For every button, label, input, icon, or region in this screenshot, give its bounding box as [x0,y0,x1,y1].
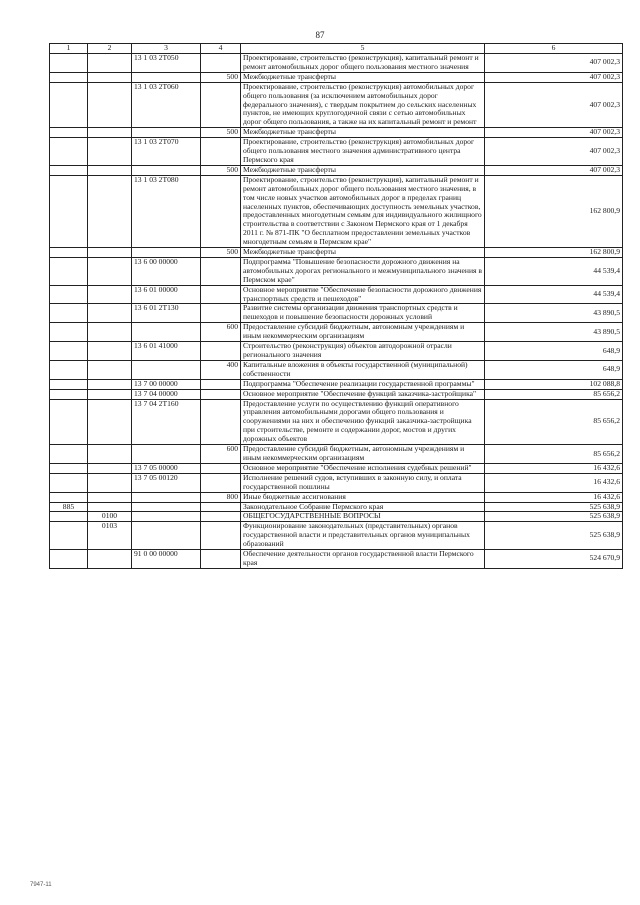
section-code-cell [88,165,132,175]
section-code-cell [88,492,132,502]
amount-cell: 407 002,3 [485,54,623,73]
amount-cell: 85 656,2 [485,445,623,464]
table-row [50,304,623,323]
expense-type-cell: 500 [201,248,241,258]
administrator-code-cell [50,248,88,258]
expense-type-cell [201,304,241,323]
expense-type-cell [201,175,241,247]
section-code-cell [88,360,132,379]
description-cell: Функционирование законодательных (представительных) органов государственной власти и представительных органов муниципальных образований [241,522,485,550]
expense-type-cell [201,138,241,166]
section-code-cell [88,128,132,138]
table-row [50,165,623,175]
administrator-code-cell [50,463,88,473]
table-row [50,522,623,550]
target-article-cell [132,360,201,379]
section-code-cell [88,82,132,128]
table-header-row [50,44,623,54]
administrator-code-cell [50,360,88,379]
amount-cell: 162 800,9 [485,175,623,247]
table-row [50,82,623,128]
administrator-code-cell [50,72,88,82]
expense-type-cell [201,512,241,522]
expense-type-cell: 400 [201,360,241,379]
amount-cell: 648,9 [485,360,623,379]
amount-cell: 16 432,6 [485,463,623,473]
target-article-cell: 13 6 00 00000 [132,257,201,285]
description-cell: Предоставление услуги по осуществлению функций оперативного управления автомобильными дорогами общего пользования и сооружениями на них и обеспечению функций заказчика-застройщика при строительстве, ремонте и содержании дорог, мостов и других дорожных объектов [241,399,485,445]
amount-cell: 407 002,3 [485,82,623,128]
section-code-cell [88,257,132,285]
section-code-cell [88,304,132,323]
expense-type-cell [201,550,241,569]
section-code-cell [88,445,132,464]
description-cell: Проектирование, строительство (реконструкция) автомобильных дорог общего пользования местного значения административного центра Пермского края [241,138,485,166]
target-article-cell [132,72,201,82]
table-row [50,379,623,389]
table-row [50,473,623,492]
table-row [50,257,623,285]
header-col-1: 1 [50,44,88,54]
expense-type-cell [201,473,241,492]
table-row [50,492,623,502]
administrator-code-cell [50,473,88,492]
target-article-cell: 13 1 03 2Т080 [132,175,201,247]
table-row [50,360,623,379]
description-cell: ОБЩЕГОСУДАРСТВЕННЫЕ ВОПРОСЫ [241,512,485,522]
description-cell: Предоставление субсидий бюджетным, автономным учреждениям и иным некоммерческим организациям [241,323,485,342]
administrator-code-cell [50,445,88,464]
amount-cell: 407 002,3 [485,165,623,175]
target-article-cell [132,502,201,512]
table-row [50,54,623,73]
table-row [50,342,623,361]
target-article-cell: 13 1 03 2Т060 [132,82,201,128]
section-code-cell [88,389,132,399]
table-row [50,128,623,138]
expense-type-cell [201,257,241,285]
administrator-code-cell [50,389,88,399]
description-cell: Обеспечение деятельности органов государственной власти Пермского края [241,550,485,569]
administrator-code-cell [50,285,88,304]
header-col-5: 5 [241,44,485,54]
amount-cell: 43 890,5 [485,323,623,342]
expense-type-cell [201,522,241,550]
amount-cell: 85 656,2 [485,399,623,445]
section-code-cell [88,463,132,473]
amount-cell: 44 539,4 [485,257,623,285]
target-article-cell: 13 7 05 00000 [132,463,201,473]
target-article-cell: 13 6 01 2Т130 [132,304,201,323]
target-article-cell [132,248,201,258]
description-cell: Развитие системы организации движения транспортных средств и пешеходов и повышение безопасности дорожных условий [241,304,485,323]
expense-type-cell [201,82,241,128]
administrator-code-cell [50,128,88,138]
section-code-cell [88,399,132,445]
expense-type-cell [201,379,241,389]
amount-cell: 407 002,3 [485,128,623,138]
description-cell: Предоставление субсидий бюджетным, автономным учреждениям и иным некоммерческим организациям [241,445,485,464]
administrator-code-cell [50,342,88,361]
expense-type-cell [201,342,241,361]
expense-type-cell [201,463,241,473]
description-cell: Проектирование, строительство (реконструкция), капитальный ремонт и ремонт автомобильных дорог общего пользования местного значения [241,54,485,73]
section-code-cell [88,550,132,569]
administrator-code-cell [50,54,88,73]
target-article-cell [132,128,201,138]
table-row [50,463,623,473]
target-article-cell: 13 7 04 2Т160 [132,399,201,445]
amount-cell: 102 088,8 [485,379,623,389]
table-row [50,550,623,569]
table-row [50,445,623,464]
administrator-code-cell [50,82,88,128]
document-footnote: 7947-11 [30,882,52,888]
amount-cell: 525 638,9 [485,512,623,522]
section-code-cell: 0103 [88,522,132,550]
administrator-code-cell [50,399,88,445]
section-code-cell [88,72,132,82]
administrator-code-cell [50,522,88,550]
administrator-code-cell [50,138,88,166]
section-code-cell [88,175,132,247]
description-cell: Иные бюджетные ассигнования [241,492,485,502]
administrator-code-cell: 885 [50,502,88,512]
target-article-cell [132,323,201,342]
table-row [50,502,623,512]
description-cell: Межбюджетные трансферты [241,165,485,175]
description-cell: Основное мероприятие "Обеспечение безопасности дорожного движения транспортных средств и пешеходов" [241,285,485,304]
target-article-cell [132,445,201,464]
target-article-cell: 13 1 03 2Т050 [132,54,201,73]
section-code-cell: 0100 [88,512,132,522]
target-article-cell: 13 6 01 41000 [132,342,201,361]
amount-cell: 524 670,9 [485,550,623,569]
administrator-code-cell [50,257,88,285]
expense-type-cell: 600 [201,323,241,342]
expense-type-cell [201,502,241,512]
description-cell: Межбюджетные трансферты [241,72,485,82]
administrator-code-cell [50,304,88,323]
description-cell: Основное мероприятие "Обеспечение функций заказчика-застройщика" [241,389,485,399]
target-article-cell: 13 7 00 00000 [132,379,201,389]
amount-cell: 43 890,5 [485,304,623,323]
description-cell: Капитальные вложения в объекты государственной (муниципальной) собственности [241,360,485,379]
target-article-cell: 13 6 01 00000 [132,285,201,304]
section-code-cell [88,138,132,166]
table-row [50,138,623,166]
expense-type-cell [201,399,241,445]
header-col-6: 6 [485,44,623,54]
expense-type-cell: 500 [201,128,241,138]
page-number: 87 [315,30,325,40]
description-cell: Проектирование, строительство (реконструкция) автомобильных дорог общего пользования (за исключением автомобильных дорог федерального значения), с твердым покрытием до сельских населенных пунктов, не имеющих круглогодичной связи с сетью автомобильных дорог общего пользования, а также на их капитальный ремонт и ремонт [241,82,485,128]
administrator-code-cell [50,175,88,247]
section-code-cell [88,285,132,304]
expense-type-cell: 600 [201,445,241,464]
description-cell: Межбюджетные трансферты [241,248,485,258]
description-cell: Строительство (реконструкция) объектов автодорожной отрасли регионального значения [241,342,485,361]
expense-type-cell: 500 [201,72,241,82]
description-cell: Межбюджетные трансферты [241,128,485,138]
administrator-code-cell [50,512,88,522]
amount-cell: 16 432,6 [485,492,623,502]
administrator-code-cell [50,323,88,342]
amount-cell: 525 638,9 [485,502,623,512]
amount-cell: 407 002,3 [485,72,623,82]
header-col-3: 3 [132,44,201,54]
description-cell: Подпрограмма "Обеспечение реализации государственной программы" [241,379,485,389]
section-code-cell [88,502,132,512]
section-code-cell [88,473,132,492]
amount-cell: 407 002,3 [485,138,623,166]
target-article-cell [132,165,201,175]
description-cell: Основное мероприятие "Обеспечение исполнения судебных решений" [241,463,485,473]
amount-cell: 44 539,4 [485,285,623,304]
expense-type-cell: 800 [201,492,241,502]
description-cell: Законодательное Собрание Пермского края [241,502,485,512]
administrator-code-cell [50,492,88,502]
table-row [50,323,623,342]
target-article-cell: 13 7 05 00120 [132,473,201,492]
amount-cell: 162 800,9 [485,248,623,258]
section-code-cell [88,342,132,361]
administrator-code-cell [50,550,88,569]
amount-cell: 85 656,2 [485,389,623,399]
header-col-4: 4 [201,44,241,54]
target-article-cell: 13 1 03 2Т070 [132,138,201,166]
amount-cell: 16 432,6 [485,473,623,492]
table-row [50,72,623,82]
table-row [50,512,623,522]
table-row [50,399,623,445]
target-article-cell [132,492,201,502]
description-cell: Исполнение решений судов, вступивших в законную силу, и оплата государственной пошлины [241,473,485,492]
expense-type-cell: 500 [201,165,241,175]
target-article-cell [132,512,201,522]
target-article-cell [132,522,201,550]
header-col-2: 2 [88,44,132,54]
amount-cell: 648,9 [485,342,623,361]
administrator-code-cell [50,379,88,389]
table-row [50,248,623,258]
budget-table [49,43,623,569]
target-article-cell: 13 7 04 00000 [132,389,201,399]
expense-type-cell [201,285,241,304]
description-cell: Подпрограмма "Повышение безопасности дорожного движения на автомобильных дорогах регионального и межмуниципального значения в Пермском крае" [241,257,485,285]
table-row [50,175,623,247]
table-row [50,389,623,399]
section-code-cell [88,54,132,73]
expense-type-cell [201,389,241,399]
amount-cell: 525 638,9 [485,522,623,550]
section-code-cell [88,379,132,389]
section-code-cell [88,248,132,258]
table-row [50,285,623,304]
section-code-cell [88,323,132,342]
target-article-cell: 91 0 00 00000 [132,550,201,569]
administrator-code-cell [50,165,88,175]
expense-type-cell [201,54,241,73]
description-cell: Проектирование, строительство (реконструкция), капитальный ремонт и ремонт автомобильных дорог общего пользования местного значения, в том числе новых участков автомобильных дорог в пределах границ населенных пунктов, обеспечивающих доступность земельных участков, предоставленных многодетным семьям для индивидуального жилищного строительства в соответствии с Законом Пермского края от 1 декабря 2011 г. № 871-ПК "О бесплатном предоставлении земельных участков многодетным семьям в Пермском крае" [241,175,485,247]
